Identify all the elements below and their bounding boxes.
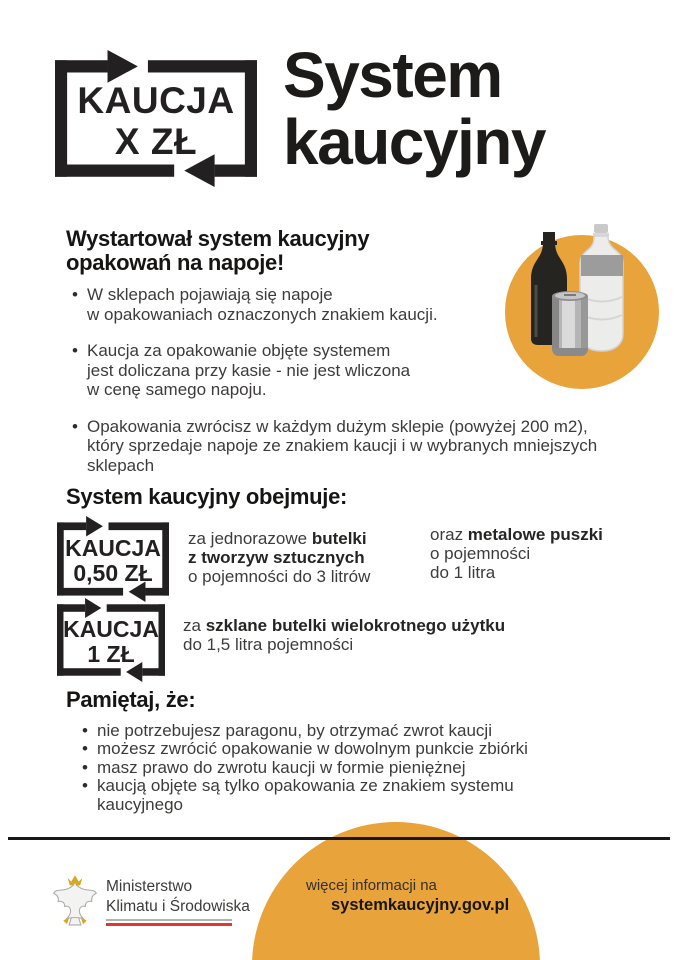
list-item (82, 777, 662, 814)
text-line (188, 549, 418, 568)
bullet-dot: • (82, 776, 88, 796)
x-zl-label: X ZŁ (114, 120, 198, 162)
deposit-050-plastic-description (188, 530, 418, 586)
more-info-link[interactable]: systemkaucyjny.gov.pl (331, 896, 510, 914)
bullet-text: możesz zwrócić opakowanie w dowolnym punkcie zbiórki (97, 739, 528, 759)
bullet-dot: • (72, 341, 78, 360)
text-line (183, 617, 603, 636)
bullet-text: kaucją objęte są tylko opakowania ze znakiem systemu kaucyjnego (97, 776, 514, 814)
more-info-label: więcej informacji na (306, 877, 437, 894)
amount-label: 0,50 ZŁ (73, 559, 153, 586)
text-line: do 1 litra (430, 562, 496, 582)
text-line (188, 530, 418, 549)
list-item (72, 417, 657, 476)
deposit-1-label (57, 598, 165, 682)
deposit-badge-050 (57, 516, 169, 602)
intro-heading: Wystartował system kaucyjny opakowań na napoje! (66, 226, 370, 275)
remember-heading: Pamiętaj, że: (66, 687, 196, 712)
text-run-bold: metalowe puszki (467, 525, 603, 544)
list-item (82, 722, 662, 740)
deposit-050-cans-description (430, 526, 640, 582)
bullet-dot: • (82, 739, 88, 759)
text-line: o pojemności (430, 543, 531, 563)
text-line: o pojemności do 3 litrów (188, 566, 371, 586)
page-title (283, 39, 545, 178)
ministry-name-line2: Klimatu i Środowiska (106, 897, 250, 915)
list-item (82, 759, 662, 777)
amount-label: 1 ZŁ (87, 640, 135, 667)
text-run: oraz (430, 525, 468, 544)
page-title-line1: System (283, 39, 502, 111)
text-run: za jednorazowe (188, 529, 312, 548)
bullet-dot: • (72, 285, 78, 304)
includes-heading: System kaucyjny obejmuje: (66, 484, 348, 509)
kaucja-label: KAUCJA (63, 615, 159, 642)
deposit-badge-1 (57, 598, 165, 682)
ministry-name (106, 877, 250, 916)
bullet-dot: • (82, 757, 88, 777)
list-item (82, 740, 662, 758)
kaucja-label: KAUCJA (77, 79, 235, 121)
kaucja-x-zl-logo (55, 50, 257, 187)
bullet-text: Opakowania zwrócisz w każdym dużym sklepie (powyżej 200 m2), który sprzedaje napoje ze znakiem kaucji i w wybranych mniejszych sklepach (87, 416, 598, 475)
text-run-bold: z tworzyw sztucznych (188, 547, 365, 567)
bullet-dot: • (72, 416, 78, 436)
remember-bullet-list (82, 722, 662, 814)
metal-can-icon (552, 291, 588, 357)
kaucja-label: KAUCJA (65, 534, 161, 561)
page-title-line2: kaucyjny (283, 106, 545, 178)
text-line: do 1,5 litra pojemności (183, 634, 354, 654)
polish-eagle-icon (53, 871, 97, 929)
flag-underline (106, 919, 232, 926)
bullet-dot: • (82, 721, 88, 740)
flag-white-stripe (106, 919, 232, 921)
deposit-1-glass-description (183, 617, 603, 655)
text-run-bold: szklane butelki wielokrotnego użytku (205, 616, 506, 635)
bullet-text: masz prawo do zwrotu kaucji w formie pieniężnej (97, 757, 466, 777)
flag-red-stripe (106, 923, 232, 926)
bullet-text: nie potrzebujesz paragonu, by otrzymać zwrot kaucji (97, 721, 492, 740)
bullet-text: W sklepach pojawiają się napoje w opakowaniach oznaczonych znakiem kaucji. (87, 285, 438, 324)
footer-divider (8, 837, 670, 840)
beverage-containers-illustration (498, 217, 664, 393)
text-line (430, 526, 640, 545)
ministry-logo (50, 868, 250, 934)
text-run-bold: butelki (311, 529, 367, 548)
text-run: za (183, 616, 206, 635)
kaucja-x-zl-label (55, 50, 257, 187)
deposit-050-label (57, 516, 169, 602)
bullet-text: Kaucja za opakowanie objęte systemem jest doliczana przy kasie - nie jest wliczona w cenę samego napoju. (87, 341, 411, 399)
ministry-name-line1: Ministerstwo (106, 878, 193, 895)
